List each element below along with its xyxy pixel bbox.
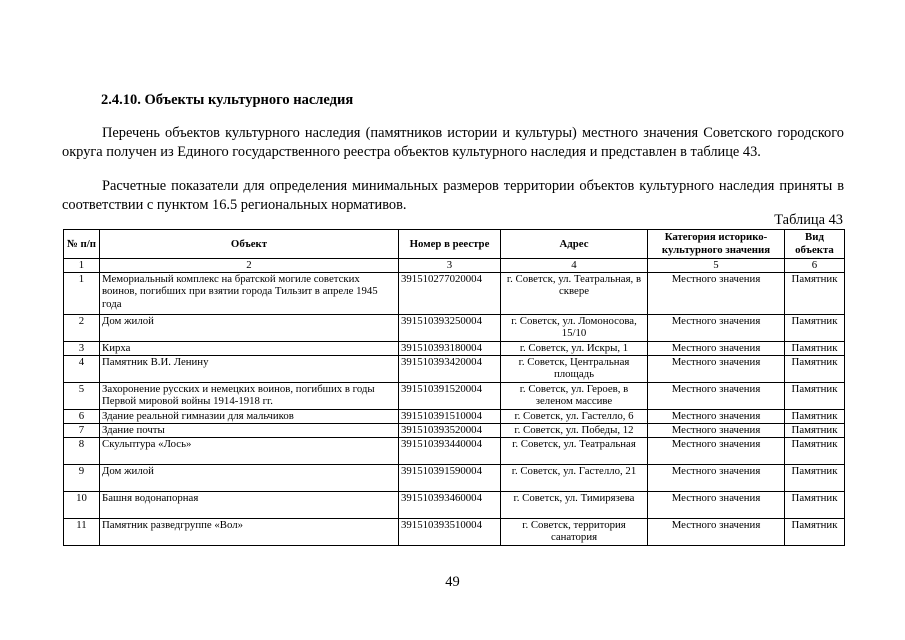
address: г. Советск, ул. Театральная, в сквере <box>501 272 648 314</box>
object-type: Памятник <box>785 409 845 423</box>
registry-number: 391510391590004 <box>399 464 501 491</box>
object-type: Памятник <box>785 314 845 341</box>
object-type: Памятник <box>785 518 845 545</box>
table-row <box>64 464 845 491</box>
header-object: Объект <box>100 230 399 259</box>
registry-number: 391510393420004 <box>399 355 501 382</box>
object-name: Памятник разведгруппе «Вол» <box>100 518 399 545</box>
table-row <box>64 272 845 314</box>
category: Местного значения <box>648 518 785 545</box>
row-number: 8 <box>64 437 100 464</box>
object-name: Здание реальной гимназии для мальчиков <box>100 409 399 423</box>
row-number: 4 <box>64 355 100 382</box>
header-category: Категория историко-культурного значения <box>648 230 785 259</box>
header-address: Адрес <box>501 230 648 259</box>
row-number: 11 <box>64 518 100 545</box>
row-number: 7 <box>64 423 100 437</box>
intro-paragraph: Перечень объектов культурного наследия (памятников истории и культуры) местного значения Советского городского округа получен из Единого государственного реестра объектов культурного наследия и представлен в таблице 43. <box>62 125 844 160</box>
row-number: 2 <box>64 314 100 341</box>
object-name: Захоронение русских и немецких воинов, погибших в годы Первой мировой войны 1914-1918 гг. <box>100 382 399 409</box>
registry-number: 391510391520004 <box>399 382 501 409</box>
object-name: Мемориальный комплекс на братской могиле советских воинов, погибших при взятии города Тильзит в апреле 1945 года <box>100 272 399 314</box>
column-number: 6 <box>785 259 845 273</box>
table-row <box>64 355 845 382</box>
table-row <box>64 314 845 341</box>
column-number: 3 <box>399 259 501 273</box>
table-row <box>64 423 845 437</box>
registry-number: 391510391510004 <box>399 409 501 423</box>
header-type: Вид объекта <box>785 230 845 259</box>
object-name: Памятник В.И. Ленину <box>100 355 399 382</box>
object-name: Башня водонапорная <box>100 491 399 518</box>
address: г. Советск, территория санатория <box>501 518 648 545</box>
column-number: 4 <box>501 259 648 273</box>
category: Местного значения <box>648 341 785 355</box>
object-type: Памятник <box>785 382 845 409</box>
table-caption: Таблица 43 <box>774 212 843 228</box>
column-number-row <box>64 259 845 273</box>
category: Местного значения <box>648 437 785 464</box>
row-number: 1 <box>64 272 100 314</box>
header-registry-number: Номер в реестре <box>399 230 501 259</box>
object-type: Памятник <box>785 491 845 518</box>
object-name: Здание почты <box>100 423 399 437</box>
table-row <box>64 382 845 409</box>
row-number: 9 <box>64 464 100 491</box>
category: Местного значения <box>648 272 785 314</box>
table-row <box>64 409 845 423</box>
registry-number: 391510393180004 <box>399 341 501 355</box>
object-type: Памятник <box>785 272 845 314</box>
table-body <box>64 272 845 545</box>
norms-paragraph: Расчетные показатели для определения минимальных размеров территории объектов культурного наследия приняты в соответствии с пунктом 16.5 региональных нормативов. <box>62 178 844 213</box>
column-number: 2 <box>100 259 399 273</box>
column-number: 1 <box>64 259 100 273</box>
category: Местного значения <box>648 491 785 518</box>
address: г. Советск, ул. Искры, 1 <box>501 341 648 355</box>
table-row <box>64 341 845 355</box>
address: г. Советск, Центральная площадь <box>501 355 648 382</box>
object-type: Памятник <box>785 341 845 355</box>
object-name: Скульптура «Лось» <box>100 437 399 464</box>
address: г. Советск, ул. Героев, в зеленом массиве <box>501 382 648 409</box>
category: Местного значения <box>648 355 785 382</box>
category: Местного значения <box>648 314 785 341</box>
object-type: Памятник <box>785 437 845 464</box>
registry-number: 391510277020004 <box>399 272 501 314</box>
object-type: Памятник <box>785 355 845 382</box>
category: Местного значения <box>648 423 785 437</box>
header-number: № п/п <box>64 230 100 259</box>
registry-number: 391510393250004 <box>399 314 501 341</box>
row-number: 6 <box>64 409 100 423</box>
heritage-table <box>63 229 845 546</box>
table-row <box>64 437 845 464</box>
row-number: 5 <box>64 382 100 409</box>
registry-number: 391510393520004 <box>399 423 501 437</box>
address: г. Советск, ул. Гастелло, 6 <box>501 409 648 423</box>
table-row <box>64 491 845 518</box>
address: г. Советск, ул. Тимирязева <box>501 491 648 518</box>
address: г. Советск, ул. Победы, 12 <box>501 423 648 437</box>
page-number: 49 <box>445 574 460 590</box>
object-name: Дом жилой <box>100 464 399 491</box>
address: г. Советск, ул. Ломоносова, 15/10 <box>501 314 648 341</box>
category: Местного значения <box>648 409 785 423</box>
object-type: Памятник <box>785 423 845 437</box>
registry-number: 391510393510004 <box>399 518 501 545</box>
table-header-row <box>64 230 845 259</box>
address: г. Советск, ул. Театральная <box>501 437 648 464</box>
address: г. Советск, ул. Гастелло, 21 <box>501 464 648 491</box>
section-heading: 2.4.10. Объекты культурного наследия <box>101 92 354 108</box>
object-name: Кирха <box>100 341 399 355</box>
registry-number: 391510393440004 <box>399 437 501 464</box>
column-number: 5 <box>648 259 785 273</box>
object-type: Памятник <box>785 464 845 491</box>
registry-number: 391510393460004 <box>399 491 501 518</box>
row-number: 3 <box>64 341 100 355</box>
category: Местного значения <box>648 464 785 491</box>
category: Местного значения <box>648 382 785 409</box>
object-name: Дом жилой <box>100 314 399 341</box>
table-row <box>64 518 845 545</box>
row-number: 10 <box>64 491 100 518</box>
